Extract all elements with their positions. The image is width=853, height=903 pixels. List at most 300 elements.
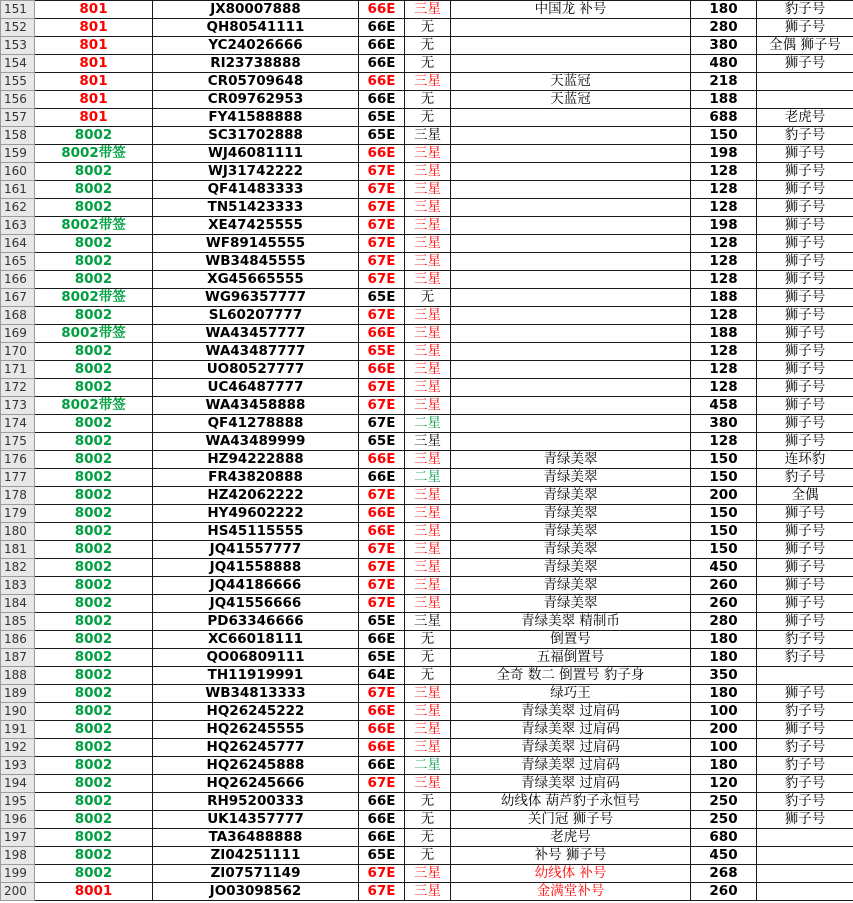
- model-code-cell[interactable]: 8002带签: [35, 397, 153, 415]
- type-cell[interactable]: 66E: [359, 19, 405, 37]
- note-cell[interactable]: 五福倒置号: [451, 649, 691, 667]
- model-code-cell[interactable]: 8002: [35, 559, 153, 577]
- star-tier-cell[interactable]: 三星: [405, 235, 451, 253]
- tag-cell[interactable]: 全偶 狮子号: [757, 37, 853, 55]
- model-code-cell[interactable]: 8002: [35, 847, 153, 865]
- tag-cell[interactable]: 狮子号: [757, 235, 853, 253]
- model-code-cell[interactable]: 8002: [35, 595, 153, 613]
- model-code-cell[interactable]: 8002: [35, 235, 153, 253]
- row-number-cell[interactable]: 182: [1, 559, 35, 577]
- serial-number-cell[interactable]: XC66018111: [153, 631, 359, 649]
- price-cell[interactable]: 128: [691, 163, 757, 181]
- tag-cell[interactable]: 狮子号: [757, 541, 853, 559]
- note-cell[interactable]: [451, 379, 691, 397]
- price-cell[interactable]: 150: [691, 523, 757, 541]
- star-tier-cell[interactable]: 三星: [405, 181, 451, 199]
- price-cell[interactable]: 128: [691, 343, 757, 361]
- star-tier-cell[interactable]: 三星: [405, 217, 451, 235]
- star-tier-cell[interactable]: 三星: [405, 271, 451, 289]
- star-tier-cell[interactable]: 三星: [405, 325, 451, 343]
- model-code-cell[interactable]: 801: [35, 1, 153, 19]
- tag-cell[interactable]: 豹子号: [757, 631, 853, 649]
- price-cell[interactable]: 150: [691, 469, 757, 487]
- note-cell[interactable]: [451, 325, 691, 343]
- note-cell[interactable]: 青绿美翠 过肩码: [451, 703, 691, 721]
- row-number-cell[interactable]: 174: [1, 415, 35, 433]
- star-tier-cell[interactable]: 三星: [405, 361, 451, 379]
- star-tier-cell[interactable]: 无: [405, 793, 451, 811]
- type-cell[interactable]: 66E: [359, 37, 405, 55]
- price-cell[interactable]: 380: [691, 37, 757, 55]
- tag-cell[interactable]: 豹子号: [757, 757, 853, 775]
- serial-number-cell[interactable]: UO80527777: [153, 361, 359, 379]
- serial-number-cell[interactable]: WA43489999: [153, 433, 359, 451]
- tag-cell[interactable]: [757, 847, 853, 865]
- price-cell[interactable]: 150: [691, 505, 757, 523]
- star-tier-cell[interactable]: 三星: [405, 505, 451, 523]
- row-number-cell[interactable]: 153: [1, 37, 35, 55]
- tag-cell[interactable]: 狮子号: [757, 397, 853, 415]
- tag-cell[interactable]: 狮子号: [757, 379, 853, 397]
- price-cell[interactable]: 180: [691, 685, 757, 703]
- type-cell[interactable]: 66E: [359, 793, 405, 811]
- note-cell[interactable]: [451, 19, 691, 37]
- star-tier-cell[interactable]: 三星: [405, 613, 451, 631]
- serial-number-cell[interactable]: FY41588888: [153, 109, 359, 127]
- type-cell[interactable]: 67E: [359, 883, 405, 901]
- row-number-cell[interactable]: 191: [1, 721, 35, 739]
- price-cell[interactable]: 350: [691, 667, 757, 685]
- type-cell[interactable]: 67E: [359, 181, 405, 199]
- serial-number-cell[interactable]: SC31702888: [153, 127, 359, 145]
- serial-number-cell[interactable]: JQ44186666: [153, 577, 359, 595]
- row-number-cell[interactable]: 171: [1, 361, 35, 379]
- note-cell[interactable]: 青绿美翠: [451, 559, 691, 577]
- serial-number-cell[interactable]: WJ31742222: [153, 163, 359, 181]
- note-cell[interactable]: [451, 343, 691, 361]
- serial-number-cell[interactable]: WB34813333: [153, 685, 359, 703]
- row-number-cell[interactable]: 175: [1, 433, 35, 451]
- serial-number-cell[interactable]: HS45115555: [153, 523, 359, 541]
- serial-number-cell[interactable]: WA43458888: [153, 397, 359, 415]
- row-number-cell[interactable]: 163: [1, 217, 35, 235]
- type-cell[interactable]: 66E: [359, 505, 405, 523]
- star-tier-cell[interactable]: 三星: [405, 253, 451, 271]
- price-cell[interactable]: 250: [691, 793, 757, 811]
- type-cell[interactable]: 67E: [359, 577, 405, 595]
- serial-number-cell[interactable]: XG45665555: [153, 271, 359, 289]
- row-number-cell[interactable]: 178: [1, 487, 35, 505]
- row-number-cell[interactable]: 169: [1, 325, 35, 343]
- type-cell[interactable]: 67E: [359, 865, 405, 883]
- row-number-cell[interactable]: 170: [1, 343, 35, 361]
- note-cell[interactable]: 青绿美翠: [451, 577, 691, 595]
- tag-cell[interactable]: 狮子号: [757, 361, 853, 379]
- row-number-cell[interactable]: 187: [1, 649, 35, 667]
- price-cell[interactable]: 260: [691, 577, 757, 595]
- star-tier-cell[interactable]: 无: [405, 829, 451, 847]
- serial-number-cell[interactable]: WB34845555: [153, 253, 359, 271]
- tag-cell[interactable]: 狮子号: [757, 721, 853, 739]
- price-cell[interactable]: 128: [691, 253, 757, 271]
- note-cell[interactable]: 幼线体 补号: [451, 865, 691, 883]
- tag-cell[interactable]: 狮子号: [757, 577, 853, 595]
- star-tier-cell[interactable]: 三星: [405, 703, 451, 721]
- row-number-cell[interactable]: 158: [1, 127, 35, 145]
- row-number-cell[interactable]: 157: [1, 109, 35, 127]
- tag-cell[interactable]: 狮子号: [757, 811, 853, 829]
- price-cell[interactable]: 150: [691, 127, 757, 145]
- row-number-cell[interactable]: 154: [1, 55, 35, 73]
- type-cell[interactable]: 67E: [359, 235, 405, 253]
- type-cell[interactable]: 67E: [359, 541, 405, 559]
- model-code-cell[interactable]: 8002: [35, 253, 153, 271]
- note-cell[interactable]: 青绿美翠 过肩码: [451, 739, 691, 757]
- serial-number-cell[interactable]: FR43820888: [153, 469, 359, 487]
- tag-cell[interactable]: [757, 865, 853, 883]
- tag-cell[interactable]: 老虎号: [757, 109, 853, 127]
- star-tier-cell[interactable]: 无: [405, 667, 451, 685]
- note-cell[interactable]: [451, 163, 691, 181]
- row-number-cell[interactable]: 152: [1, 19, 35, 37]
- row-number-cell[interactable]: 166: [1, 271, 35, 289]
- serial-number-cell[interactable]: UC46487777: [153, 379, 359, 397]
- serial-number-cell[interactable]: CR09762953: [153, 91, 359, 109]
- tag-cell[interactable]: 豹子号: [757, 739, 853, 757]
- model-code-cell[interactable]: 801: [35, 55, 153, 73]
- type-cell[interactable]: 66E: [359, 451, 405, 469]
- star-tier-cell[interactable]: 无: [405, 55, 451, 73]
- row-number-cell[interactable]: 195: [1, 793, 35, 811]
- star-tier-cell[interactable]: 无: [405, 19, 451, 37]
- model-code-cell[interactable]: 801: [35, 91, 153, 109]
- model-code-cell[interactable]: 8002: [35, 631, 153, 649]
- price-cell[interactable]: 198: [691, 145, 757, 163]
- tag-cell[interactable]: [757, 73, 853, 91]
- serial-number-cell[interactable]: QO06809111: [153, 649, 359, 667]
- model-code-cell[interactable]: 8002: [35, 199, 153, 217]
- note-cell[interactable]: 青绿美翠: [451, 523, 691, 541]
- note-cell[interactable]: 幼线体 葫芦豹子永恒号: [451, 793, 691, 811]
- star-tier-cell[interactable]: 三星: [405, 433, 451, 451]
- tag-cell[interactable]: 狮子号: [757, 613, 853, 631]
- type-cell[interactable]: 65E: [359, 343, 405, 361]
- serial-number-cell[interactable]: RH95200333: [153, 793, 359, 811]
- row-number-cell[interactable]: 165: [1, 253, 35, 271]
- serial-number-cell[interactable]: CR05709648: [153, 73, 359, 91]
- note-cell[interactable]: 金满堂补号: [451, 883, 691, 901]
- type-cell[interactable]: 67E: [359, 163, 405, 181]
- price-cell[interactable]: 128: [691, 271, 757, 289]
- note-cell[interactable]: [451, 397, 691, 415]
- note-cell[interactable]: 青绿美翠: [451, 541, 691, 559]
- serial-number-cell[interactable]: RI23738888: [153, 55, 359, 73]
- type-cell[interactable]: 64E: [359, 667, 405, 685]
- model-code-cell[interactable]: 8002: [35, 865, 153, 883]
- star-tier-cell[interactable]: 三星: [405, 595, 451, 613]
- serial-number-cell[interactable]: JQ41558888: [153, 559, 359, 577]
- model-code-cell[interactable]: 8002: [35, 379, 153, 397]
- row-number-cell[interactable]: 197: [1, 829, 35, 847]
- star-tier-cell[interactable]: 三星: [405, 343, 451, 361]
- note-cell[interactable]: 补号 狮子号: [451, 847, 691, 865]
- star-tier-cell[interactable]: 三星: [405, 1, 451, 19]
- note-cell[interactable]: 青绿美翠: [451, 487, 691, 505]
- model-code-cell[interactable]: 8002: [35, 739, 153, 757]
- type-cell[interactable]: 67E: [359, 379, 405, 397]
- tag-cell[interactable]: 狮子号: [757, 253, 853, 271]
- serial-number-cell[interactable]: TN51423333: [153, 199, 359, 217]
- tag-cell[interactable]: [757, 667, 853, 685]
- price-cell[interactable]: 128: [691, 433, 757, 451]
- price-cell[interactable]: 480: [691, 55, 757, 73]
- row-number-cell[interactable]: 192: [1, 739, 35, 757]
- row-number-cell[interactable]: 198: [1, 847, 35, 865]
- model-code-cell[interactable]: 8002: [35, 685, 153, 703]
- note-cell[interactable]: [451, 235, 691, 253]
- tag-cell[interactable]: 豹子号: [757, 1, 853, 19]
- row-number-cell[interactable]: 155: [1, 73, 35, 91]
- price-cell[interactable]: 218: [691, 73, 757, 91]
- price-cell[interactable]: 280: [691, 19, 757, 37]
- type-cell[interactable]: 67E: [359, 559, 405, 577]
- model-code-cell[interactable]: 8002: [35, 505, 153, 523]
- tag-cell[interactable]: 连环豹: [757, 451, 853, 469]
- note-cell[interactable]: 青绿美翠 过肩码: [451, 721, 691, 739]
- tag-cell[interactable]: 豹子号: [757, 649, 853, 667]
- note-cell[interactable]: 青绿美翠 过肩码: [451, 757, 691, 775]
- type-cell[interactable]: 66E: [359, 811, 405, 829]
- type-cell[interactable]: 65E: [359, 649, 405, 667]
- serial-number-cell[interactable]: WA43487777: [153, 343, 359, 361]
- serial-number-cell[interactable]: HQ26245555: [153, 721, 359, 739]
- type-cell[interactable]: 66E: [359, 325, 405, 343]
- model-code-cell[interactable]: 8002: [35, 361, 153, 379]
- row-number-cell[interactable]: 172: [1, 379, 35, 397]
- note-cell[interactable]: 天蓝冠: [451, 91, 691, 109]
- price-cell[interactable]: 458: [691, 397, 757, 415]
- note-cell[interactable]: [451, 181, 691, 199]
- row-number-cell[interactable]: 194: [1, 775, 35, 793]
- model-code-cell[interactable]: 8002: [35, 433, 153, 451]
- serial-number-cell[interactable]: JQ41557777: [153, 541, 359, 559]
- type-cell[interactable]: 67E: [359, 253, 405, 271]
- tag-cell[interactable]: 豹子号: [757, 775, 853, 793]
- model-code-cell[interactable]: 8002: [35, 577, 153, 595]
- price-cell[interactable]: 120: [691, 775, 757, 793]
- price-cell[interactable]: 128: [691, 235, 757, 253]
- star-tier-cell[interactable]: 三星: [405, 523, 451, 541]
- type-cell[interactable]: 66E: [359, 361, 405, 379]
- serial-number-cell[interactable]: JQ41556666: [153, 595, 359, 613]
- note-cell[interactable]: [451, 127, 691, 145]
- price-cell[interactable]: 188: [691, 289, 757, 307]
- model-code-cell[interactable]: 8002: [35, 469, 153, 487]
- row-number-cell[interactable]: 181: [1, 541, 35, 559]
- model-code-cell[interactable]: 8002带签: [35, 289, 153, 307]
- type-cell[interactable]: 66E: [359, 469, 405, 487]
- model-code-cell[interactable]: 8002: [35, 451, 153, 469]
- row-number-cell[interactable]: 173: [1, 397, 35, 415]
- row-number-cell[interactable]: 185: [1, 613, 35, 631]
- price-cell[interactable]: 450: [691, 559, 757, 577]
- tag-cell[interactable]: [757, 883, 853, 901]
- model-code-cell[interactable]: 8002: [35, 487, 153, 505]
- type-cell[interactable]: 66E: [359, 739, 405, 757]
- tag-cell[interactable]: 狮子号: [757, 415, 853, 433]
- tag-cell[interactable]: 豹子号: [757, 469, 853, 487]
- price-cell[interactable]: 128: [691, 379, 757, 397]
- model-code-cell[interactable]: 8002: [35, 721, 153, 739]
- star-tier-cell[interactable]: 无: [405, 91, 451, 109]
- price-cell[interactable]: 128: [691, 307, 757, 325]
- price-cell[interactable]: 128: [691, 181, 757, 199]
- model-code-cell[interactable]: 801: [35, 73, 153, 91]
- model-code-cell[interactable]: 8002: [35, 811, 153, 829]
- model-code-cell[interactable]: 8002: [35, 613, 153, 631]
- serial-number-cell[interactable]: QF41278888: [153, 415, 359, 433]
- model-code-cell[interactable]: 801: [35, 37, 153, 55]
- model-code-cell[interactable]: 8002: [35, 127, 153, 145]
- price-cell[interactable]: 188: [691, 91, 757, 109]
- row-number-cell[interactable]: 151: [1, 1, 35, 19]
- tag-cell[interactable]: 狮子号: [757, 685, 853, 703]
- row-number-cell[interactable]: 161: [1, 181, 35, 199]
- note-cell[interactable]: [451, 145, 691, 163]
- model-code-cell[interactable]: 8002: [35, 829, 153, 847]
- price-cell[interactable]: 180: [691, 631, 757, 649]
- star-tier-cell[interactable]: 无: [405, 847, 451, 865]
- price-cell[interactable]: 188: [691, 325, 757, 343]
- model-code-cell[interactable]: 8002: [35, 667, 153, 685]
- type-cell[interactable]: 65E: [359, 847, 405, 865]
- star-tier-cell[interactable]: 三星: [405, 307, 451, 325]
- type-cell[interactable]: 67E: [359, 271, 405, 289]
- type-cell[interactable]: 66E: [359, 703, 405, 721]
- price-cell[interactable]: 260: [691, 595, 757, 613]
- price-cell[interactable]: 180: [691, 649, 757, 667]
- serial-number-cell[interactable]: WF89145555: [153, 235, 359, 253]
- note-cell[interactable]: 全奇 数二 倒置号 豹子身: [451, 667, 691, 685]
- tag-cell[interactable]: [757, 829, 853, 847]
- type-cell[interactable]: 65E: [359, 127, 405, 145]
- note-cell[interactable]: 绿巧王: [451, 685, 691, 703]
- type-cell[interactable]: 66E: [359, 145, 405, 163]
- star-tier-cell[interactable]: 三星: [405, 163, 451, 181]
- tag-cell[interactable]: 狮子号: [757, 523, 853, 541]
- type-cell[interactable]: 66E: [359, 1, 405, 19]
- note-cell[interactable]: [451, 217, 691, 235]
- model-code-cell[interactable]: 8002: [35, 703, 153, 721]
- type-cell[interactable]: 66E: [359, 829, 405, 847]
- tag-cell[interactable]: 狮子号: [757, 271, 853, 289]
- model-code-cell[interactable]: 8002: [35, 523, 153, 541]
- type-cell[interactable]: 65E: [359, 613, 405, 631]
- type-cell[interactable]: 67E: [359, 595, 405, 613]
- type-cell[interactable]: 65E: [359, 109, 405, 127]
- note-cell[interactable]: 倒置号: [451, 631, 691, 649]
- tag-cell[interactable]: 狮子号: [757, 433, 853, 451]
- note-cell[interactable]: 青绿美翠: [451, 595, 691, 613]
- type-cell[interactable]: 67E: [359, 307, 405, 325]
- model-code-cell[interactable]: 8002带签: [35, 325, 153, 343]
- note-cell[interactable]: 青绿美翠: [451, 469, 691, 487]
- price-cell[interactable]: 260: [691, 883, 757, 901]
- model-code-cell[interactable]: 8002: [35, 307, 153, 325]
- note-cell[interactable]: [451, 55, 691, 73]
- price-cell[interactable]: 380: [691, 415, 757, 433]
- row-number-cell[interactable]: 180: [1, 523, 35, 541]
- row-number-cell[interactable]: 184: [1, 595, 35, 613]
- tag-cell[interactable]: 狮子号: [757, 145, 853, 163]
- row-number-cell[interactable]: 190: [1, 703, 35, 721]
- price-cell[interactable]: 128: [691, 361, 757, 379]
- model-code-cell[interactable]: 8002: [35, 793, 153, 811]
- price-cell[interactable]: 180: [691, 757, 757, 775]
- price-cell[interactable]: 128: [691, 199, 757, 217]
- type-cell[interactable]: 67E: [359, 685, 405, 703]
- type-cell[interactable]: 66E: [359, 721, 405, 739]
- serial-number-cell[interactable]: HZ94222888: [153, 451, 359, 469]
- serial-number-cell[interactable]: TA36488888: [153, 829, 359, 847]
- price-cell[interactable]: 450: [691, 847, 757, 865]
- note-cell[interactable]: 青绿美翠: [451, 451, 691, 469]
- note-cell[interactable]: [451, 37, 691, 55]
- serial-number-cell[interactable]: HQ26245777: [153, 739, 359, 757]
- tag-cell[interactable]: 狮子号: [757, 181, 853, 199]
- type-cell[interactable]: 66E: [359, 73, 405, 91]
- type-cell[interactable]: 65E: [359, 289, 405, 307]
- star-tier-cell[interactable]: 三星: [405, 577, 451, 595]
- note-cell[interactable]: [451, 433, 691, 451]
- tag-cell[interactable]: 狮子号: [757, 55, 853, 73]
- price-cell[interactable]: 100: [691, 703, 757, 721]
- row-number-cell[interactable]: 156: [1, 91, 35, 109]
- price-cell[interactable]: 688: [691, 109, 757, 127]
- tag-cell[interactable]: 狮子号: [757, 307, 853, 325]
- star-tier-cell[interactable]: 无: [405, 631, 451, 649]
- tag-cell[interactable]: 豹子号: [757, 703, 853, 721]
- model-code-cell[interactable]: 8002: [35, 415, 153, 433]
- price-cell[interactable]: 680: [691, 829, 757, 847]
- type-cell[interactable]: 66E: [359, 55, 405, 73]
- row-number-cell[interactable]: 177: [1, 469, 35, 487]
- model-code-cell[interactable]: 8002: [35, 181, 153, 199]
- type-cell[interactable]: 67E: [359, 775, 405, 793]
- row-number-cell[interactable]: 162: [1, 199, 35, 217]
- tag-cell[interactable]: 狮子号: [757, 343, 853, 361]
- serial-number-cell[interactable]: JX80007888: [153, 1, 359, 19]
- serial-number-cell[interactable]: QF41483333: [153, 181, 359, 199]
- serial-number-cell[interactable]: PD63346666: [153, 613, 359, 631]
- type-cell[interactable]: 66E: [359, 91, 405, 109]
- star-tier-cell[interactable]: 二星: [405, 415, 451, 433]
- serial-number-cell[interactable]: HZ42062222: [153, 487, 359, 505]
- note-cell[interactable]: [451, 415, 691, 433]
- model-code-cell[interactable]: 8002: [35, 163, 153, 181]
- row-number-cell[interactable]: 200: [1, 883, 35, 901]
- serial-number-cell[interactable]: HY49602222: [153, 505, 359, 523]
- row-number-cell[interactable]: 189: [1, 685, 35, 703]
- star-tier-cell[interactable]: 三星: [405, 73, 451, 91]
- type-cell[interactable]: 67E: [359, 199, 405, 217]
- serial-number-cell[interactable]: HQ26245222: [153, 703, 359, 721]
- model-code-cell[interactable]: 8002: [35, 541, 153, 559]
- tag-cell[interactable]: 豹子号: [757, 127, 853, 145]
- serial-number-cell[interactable]: WJ46081111: [153, 145, 359, 163]
- type-cell[interactable]: 66E: [359, 631, 405, 649]
- note-cell[interactable]: 中国龙 补号: [451, 1, 691, 19]
